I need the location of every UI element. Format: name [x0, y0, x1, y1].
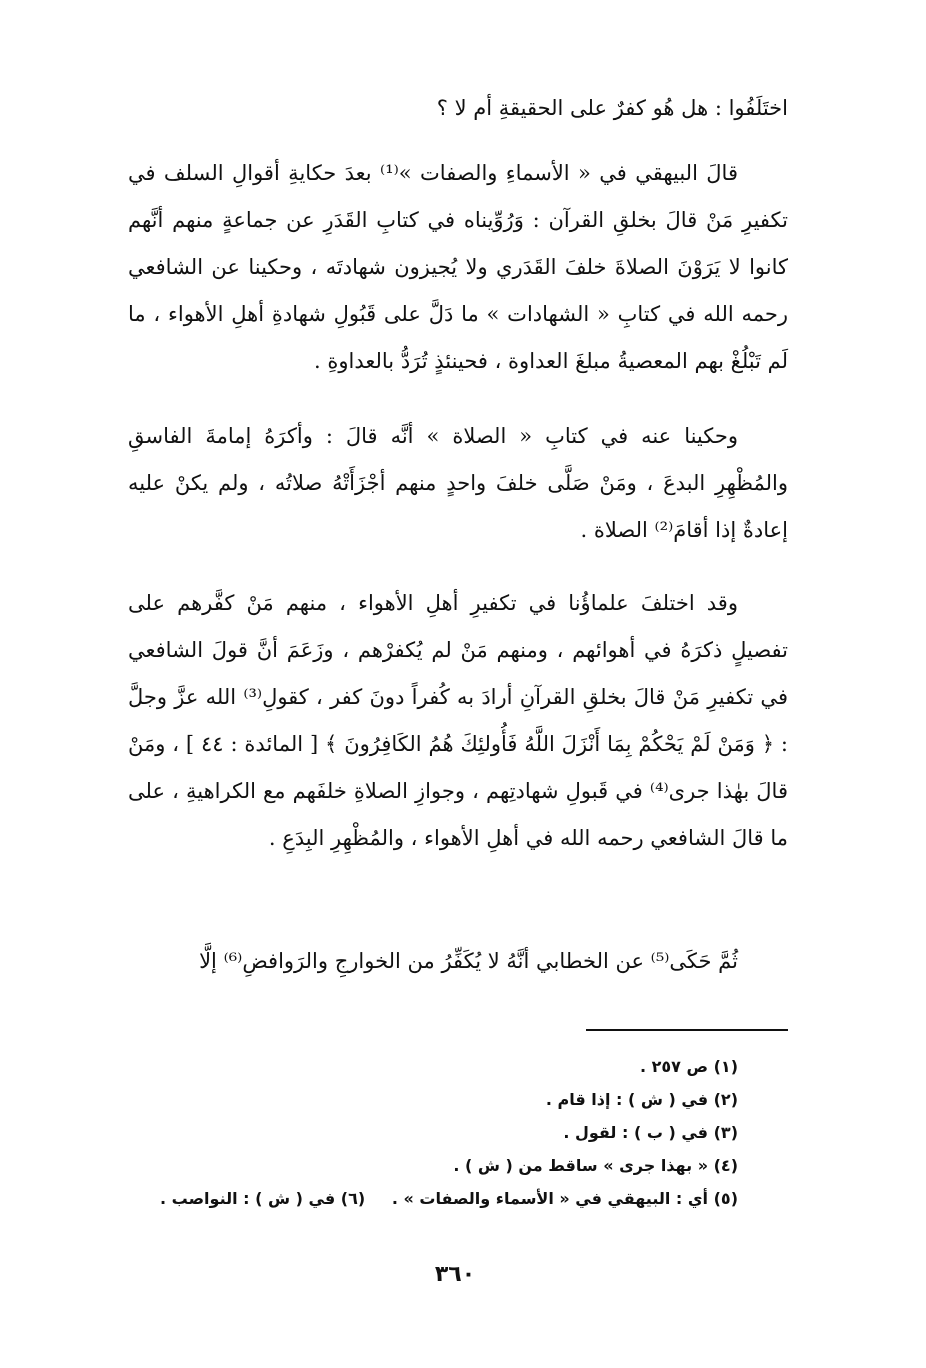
- page-number: ٣٦٠: [434, 1262, 476, 1287]
- footnote-divider: [586, 1029, 788, 1031]
- footnotes: [160, 1050, 738, 1215]
- footnote-2: (٢) في ( ش ) : إذا قام .: [545, 1090, 738, 1109]
- footnote-4: (٤) « بهذا جرى » ساقط من ( ش ) .: [453, 1156, 738, 1175]
- footnote-6: (٦) في ( ش ) : النواصب .: [160, 1189, 366, 1208]
- footnote-5: (٥) أي : البيهقي في « الأسماء والصفات » .: [391, 1189, 738, 1208]
- paragraph-text: قالَ البيهقي في « الأسماءِ والصفات »⁽¹⁾ بعدَ حكايةِ أقوالِ السلف في تكفيرِ مَنْ قالَ بخلقِ القرآن : وَرُوِّيناه في كتابِ القَدَرِ عن جماعةٍ منهم أنَّهم كانوا لا يَرَوْنَ الصلاةَ خلفَ القَدَري ولا يُجيزون شهادتَه ، وحكينا عن الشافعي رحمه الله في كتابِ « الشهادات » ما دَلَّ على قَبُولِ شهادةِ أهلِ الأهواء ، ما لَم تَبْلُغْ بهم المعصيةُ مبلغَ العداوة ، فحينئذٍ تُرَدُّ بالعداوةِ .: [128, 161, 788, 373]
- paragraph-1: [128, 150, 788, 385]
- footnote-row-5-6: [160, 1182, 738, 1215]
- paragraph-3: [128, 580, 788, 862]
- footnote-3: (٣) في ( ب ) : لقول .: [563, 1123, 738, 1142]
- paragraph-text: وقد اختلفَ علماؤُنا في تكفيرِ أهلِ الأهواء ، منهم مَنْ كفَّرهم على تفصيلٍ ذكرَهُ في أهوائهم ، ومنهم مَنْ لم يُكفرْهم ، وزَعَمَ أنَّ قولَ الشافعي في تكفيرِ مَنْ قالَ بخلقِ القرآنِ أرادَ به كُفراً دونَ كفر ، كقولِ⁽³⁾ الله عزَّ وجلَّ : ﴿ وَمَنْ لَمْ يَحْكُمْ بِمَا أَنْزَلَ اللَّهُ فَأُولئِكَ هُمُ الكَافِرُونَ ﴾ [ المائدة : ٤٤ ] ، ومَنْ قالَ بهٰذا جرى⁽⁴⁾ في قَبولِ شهادتِهم ، وجوازِ الصلاةِ خلفَهم مع الكراهيةِ ، على ما قالَ الشافعي رحمه الله في أهلِ الأهواء ، والمُظْهِرِ البِدَعِ .: [128, 591, 789, 850]
- paragraph-text: ثُمَّ حَكَى⁽⁵⁾ عن الخطابي أنَّهُ لا يُكَفِّرُ من الخوارجِ والرَوافضِ⁽⁶⁾ إلَّا: [199, 949, 738, 973]
- paragraph-4: [128, 938, 788, 985]
- footnote-1: (١) ص ٢٥٧ .: [639, 1057, 738, 1076]
- heading-line: [128, 85, 788, 132]
- paragraph-text: وحكينا عنه في كتابِ « الصلاة » أنَّه قالَ : وأكرَهُ إمامةَ الفاسقِ والمُظْهِرِ البدعَ ، ومَنْ صَلَّى خلفَ واحدٍ منهم أجْزَأَتْهُ صلاتُه ، ولم يكنْ عليه إعادةٌ إذا أقامَ⁽²⁾ الصلاة .: [128, 424, 788, 542]
- paragraph-2: [128, 413, 788, 554]
- heading-line-text: اختَلَفُوا : هل هُو كفرٌ على الحقيقةِ أم لا ؟: [436, 96, 788, 120]
